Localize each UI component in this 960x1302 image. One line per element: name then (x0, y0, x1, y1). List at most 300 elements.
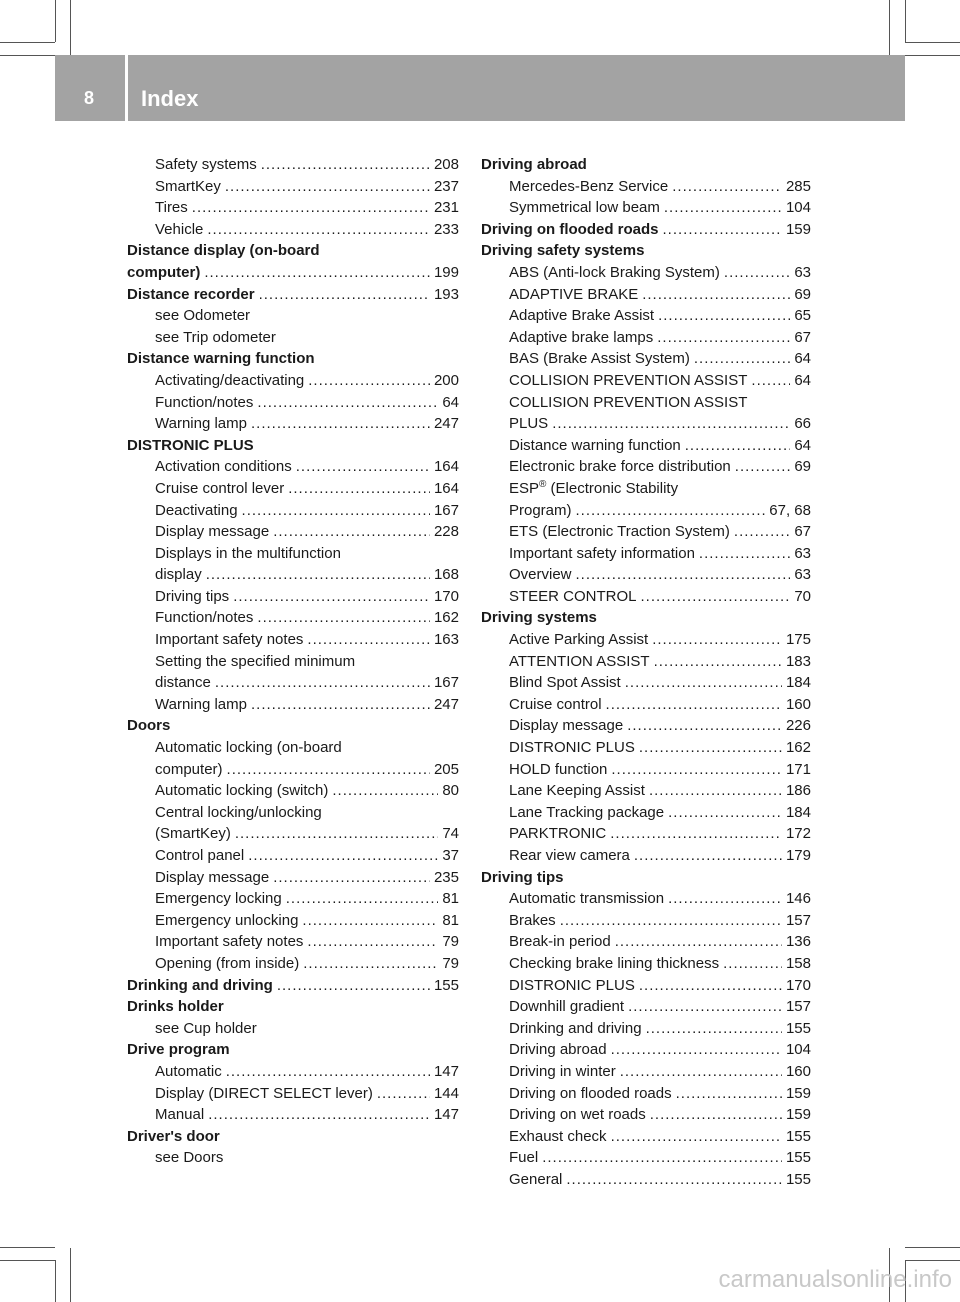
index-entry (481, 413, 811, 435)
leader-dots (724, 262, 790, 284)
index-entry-label: distance (155, 674, 211, 692)
leader-dots (628, 996, 782, 1018)
index-entry-label: Exhaust check (509, 1127, 607, 1145)
index-entry (127, 284, 459, 306)
index-entry-label: Automatic locking (switch) (155, 782, 329, 800)
index-entry-page: 104 (785, 199, 811, 217)
index-entry-label: Doors (127, 717, 171, 735)
index-entry-page: 184 (785, 803, 811, 821)
leader-dots (273, 867, 430, 889)
index-entry-page: 81 (442, 890, 459, 908)
index-entry-label: Display message (155, 868, 270, 886)
leader-dots (273, 521, 430, 543)
index-entry-page: 159 (785, 220, 811, 238)
index-entry-page: 160 (785, 695, 811, 713)
index-entry-page: 183 (785, 652, 811, 670)
index-entry-label: STEER CONTROL (509, 587, 637, 605)
index-entry (127, 629, 459, 651)
index-entry (127, 888, 459, 910)
index-entry (127, 564, 459, 586)
crop-mark (905, 55, 960, 56)
index-entry-label: PARKTRONIC (509, 825, 607, 843)
index-entry-label: Lane Keeping Assist (509, 782, 645, 800)
leader-dots (658, 305, 790, 327)
index-entry-label: ESP® (Electronic Stability (509, 478, 679, 497)
leader-dots (257, 392, 438, 414)
index-entry-label: Vehicle (155, 220, 204, 238)
index-entry-page: 155 (433, 976, 459, 994)
index-entry (127, 1018, 459, 1040)
index-entry (481, 305, 811, 327)
index-entry (481, 953, 811, 975)
index-entry-label: Driving safety systems (481, 242, 645, 260)
index-entry (481, 197, 811, 219)
index-entry (481, 845, 811, 867)
index-entry (127, 240, 459, 262)
index-entry-label: Distance display (on-board (127, 242, 320, 260)
leader-dots (242, 500, 430, 522)
index-entry-page: 74 (442, 825, 459, 843)
index-entry (127, 802, 459, 824)
index-entry-label: Important safety notes (155, 631, 304, 649)
crop-mark (55, 0, 56, 42)
index-entry-label: Central locking/unlocking (155, 803, 322, 821)
index-entry-page: 64 (794, 436, 811, 454)
index-entry-page: 186 (785, 782, 811, 800)
index-entry (481, 370, 811, 392)
index-entry-page: 164 (433, 479, 459, 497)
leader-dots (288, 478, 430, 500)
index-entry (481, 392, 811, 414)
index-entry-label: Warning lamp (155, 415, 247, 433)
leader-dots (576, 500, 766, 522)
index-entry (127, 543, 459, 565)
leader-dots (248, 845, 438, 867)
index-entry (481, 543, 811, 565)
crop-mark (70, 0, 71, 55)
index-entry (481, 694, 811, 716)
leader-dots (225, 176, 430, 198)
index-entry (481, 348, 811, 370)
index-entry-page: 235 (433, 868, 459, 886)
index-entry (481, 500, 811, 522)
index-entry-label: Brakes (509, 911, 556, 929)
index-entry (127, 715, 459, 737)
index-entry (481, 867, 811, 889)
index-entry-label: General (509, 1170, 563, 1188)
index-entry-label: Manual (155, 1106, 205, 1124)
crop-mark (0, 1247, 55, 1248)
index-entry-page: 79 (442, 933, 459, 951)
index-entry (127, 1147, 459, 1169)
index-entry-label: Drinks holder (127, 998, 224, 1016)
index-entry (481, 154, 811, 176)
index-entry-page: 79 (442, 954, 459, 972)
leader-dots (233, 586, 430, 608)
index-entry-label: DISTRONIC PLUS (127, 436, 254, 454)
section-title: Index (141, 86, 199, 111)
index-entry (481, 715, 811, 737)
index-entry-page: 200 (433, 371, 459, 389)
index-entry-label: Safety systems (155, 156, 257, 173)
index-entry-page: 67 (794, 523, 811, 541)
leader-dots (277, 975, 430, 997)
index-entry (127, 586, 459, 608)
index-entry-page: 65 (794, 307, 811, 325)
index-entry (127, 1126, 459, 1148)
index-entry-page: 104 (785, 1041, 811, 1059)
index-entry-label: see Doors (155, 1149, 224, 1167)
index-entry-page: 247 (433, 415, 459, 433)
index-entry-label: see Odometer (155, 307, 251, 325)
index-entry-page: 37 (442, 847, 459, 864)
index-entry-page: 67, 68 (769, 501, 811, 519)
index-entry-page: 157 (785, 998, 811, 1016)
index-entry (127, 1039, 459, 1061)
index-entry-label: Overview (509, 566, 572, 584)
index-entry-label: BAS (Brake Assist System) (509, 350, 690, 368)
index-entry-label: COLLISION PREVENTION ASSIST (509, 371, 748, 389)
index-entry (481, 240, 811, 262)
index-entry-label: Program) (509, 501, 572, 519)
leader-dots (634, 845, 782, 867)
crop-mark (0, 1260, 55, 1261)
index-entry-page: 147 (433, 1106, 459, 1124)
index-entry-page: 69 (794, 458, 811, 476)
leader-dots (627, 715, 782, 737)
leader-dots (560, 910, 782, 932)
index-entry (481, 478, 811, 500)
crop-mark (905, 0, 906, 42)
index-entry-label: Automatic locking (on-board (155, 739, 342, 757)
leader-dots (206, 564, 430, 586)
leader-dots (307, 931, 438, 953)
index-entry-label: Display (DIRECT SELECT lever) (155, 1084, 373, 1102)
leader-dots (308, 370, 430, 392)
index-entry-label: Display message (509, 717, 624, 735)
leader-dots (259, 284, 430, 306)
index-entry-page: 155 (785, 1149, 811, 1167)
index-entry (127, 478, 459, 500)
index-entry-label: Displays in the multifunction (155, 544, 341, 562)
index-entry-label: ADAPTIVE BRAKE (509, 285, 639, 303)
leader-dots (615, 931, 782, 953)
index-entry-page: 155 (785, 1019, 811, 1037)
index-entry (481, 910, 811, 932)
index-entry-label: Automatic (155, 1062, 222, 1080)
index-entry (481, 931, 811, 953)
leader-dots (672, 176, 782, 198)
index-entry-label: Drinking and driving (509, 1019, 642, 1037)
leader-dots (542, 1147, 782, 1169)
leader-dots (576, 564, 791, 586)
crop-mark (70, 1248, 71, 1302)
index-entry-label: Driving tips (481, 868, 564, 886)
index-entry-label: Driving in winter (509, 1062, 616, 1080)
index-entry-page: 159 (785, 1106, 811, 1124)
index-entry (127, 845, 459, 867)
index-entry-page: 164 (433, 458, 459, 476)
leader-dots (694, 348, 790, 370)
index-entry-page: 233 (433, 220, 459, 238)
index-entry (127, 413, 459, 435)
index-entry-label: Driving on flooded roads (481, 220, 659, 238)
index-entry (481, 651, 811, 673)
index-entry-label: Driving on wet roads (509, 1106, 646, 1124)
index-entry (481, 629, 811, 651)
index-entry (481, 975, 811, 997)
index-entry-label: Symmetrical low beam (509, 199, 660, 217)
leader-dots (251, 694, 430, 716)
leader-dots (332, 780, 438, 802)
leader-dots (207, 219, 430, 241)
index-entry (481, 1061, 811, 1083)
index-entry-label: HOLD function (509, 760, 608, 778)
leader-dots (685, 435, 791, 457)
index-entry-label: see Trip odometer (155, 328, 276, 346)
leader-dots (227, 759, 430, 781)
leader-dots (611, 1126, 782, 1148)
index-entry (127, 694, 459, 716)
index-entry-page: 162 (433, 609, 459, 627)
watermark: carmanualsonline.info (718, 1266, 952, 1293)
index-entry-label: Active Parking Assist (509, 631, 649, 649)
index-entry-page: 184 (785, 674, 811, 692)
index-entry-label: Electronic brake force distribution (509, 458, 731, 476)
index-entry-page: 171 (785, 760, 811, 778)
index-entry-label: Setting the specified minimum (155, 652, 356, 670)
index-entry (481, 586, 811, 608)
leader-dots (650, 1104, 782, 1126)
crop-mark (0, 42, 55, 43)
index-entry-page: 159 (785, 1084, 811, 1102)
index-entry (127, 651, 459, 673)
index-entry-label: Drinking and driving (127, 976, 273, 994)
index-entry-page: 63 (794, 566, 811, 584)
index-entry-label: Distance recorder (127, 285, 255, 303)
index-entry-page: 163 (433, 631, 459, 649)
index-entry (481, 1018, 811, 1040)
index-entry-page: 70 (794, 587, 811, 605)
index-entry-label: Distance warning function (127, 350, 315, 368)
index-entry (127, 607, 459, 629)
index-entry (481, 521, 811, 543)
index-entry (481, 737, 811, 759)
index-entry (127, 910, 459, 932)
leader-dots (641, 586, 791, 608)
index-entry-label: Activating/deactivating (155, 371, 305, 389)
leader-dots (676, 1083, 782, 1105)
index-column-left (127, 154, 459, 1169)
leader-dots (642, 284, 790, 306)
leader-dots (734, 521, 790, 543)
index-entry-label: Break-in period (509, 933, 611, 951)
leader-dots (552, 413, 790, 435)
index-entry-page: 157 (785, 911, 811, 929)
index-entry-page: 170 (433, 587, 459, 605)
leader-dots (303, 953, 438, 975)
page-number: 8 (84, 88, 95, 108)
index-entry (481, 888, 811, 910)
index-entry-page: 175 (785, 631, 811, 649)
index-entry-page: 67 (794, 328, 811, 346)
index-entry-label: Function/notes (155, 393, 254, 411)
index-entry-page: 228 (433, 523, 459, 541)
index-entry-page: 63 (794, 544, 811, 562)
index-entry (481, 672, 811, 694)
index-entry-label: Rear view camera (509, 847, 630, 864)
index-entry-page: 172 (785, 825, 811, 843)
index-entry (127, 197, 459, 219)
index-entry-label: computer) (155, 760, 223, 778)
index-entry-label: PLUS (509, 415, 549, 433)
index-entry (127, 737, 459, 759)
index-entry (127, 975, 459, 997)
index-entry-page: 285 (785, 177, 811, 195)
index-entry-page: 81 (442, 911, 459, 929)
index-entry-label: SmartKey (155, 177, 221, 195)
index-entry-label: Adaptive Brake Assist (509, 307, 655, 325)
index-entry (481, 456, 811, 478)
leader-dots (639, 737, 782, 759)
index-entry (127, 823, 459, 845)
index-entry-page: 158 (785, 954, 811, 972)
index-entry-label: Fuel (509, 1149, 539, 1167)
index-entry-label: Lane Tracking package (509, 803, 665, 821)
index-entry-label: Emergency unlocking (155, 911, 299, 929)
index-entry-label: Important safety notes (155, 933, 304, 951)
index-entry-page: 226 (785, 717, 811, 735)
leader-dots (235, 823, 438, 845)
leader-dots (204, 262, 430, 284)
index-entry (481, 219, 811, 241)
index-entry-page: 205 (433, 760, 459, 778)
leader-dots (286, 888, 439, 910)
index-entry (481, 1147, 811, 1169)
index-entry (127, 219, 459, 241)
index-entry (481, 435, 811, 457)
index-entry (481, 176, 811, 198)
leader-dots (646, 1018, 782, 1040)
leader-dots (620, 1061, 782, 1083)
index-entry (481, 564, 811, 586)
leader-dots (654, 651, 782, 673)
index-entry-label: computer) (127, 263, 201, 281)
index-entry (127, 305, 459, 327)
index-entry (127, 1083, 459, 1105)
index-entry-page: 237 (433, 177, 459, 195)
index-entry-page: 168 (433, 566, 459, 584)
index-entry-label: display (155, 566, 202, 584)
index-entry (127, 348, 459, 370)
index-entry-label: Warning lamp (155, 695, 247, 713)
index-entry (481, 759, 811, 781)
index-entry-label: ABS (Anti-lock Braking System) (509, 263, 720, 281)
leader-dots (751, 370, 790, 392)
index-entry (127, 262, 459, 284)
index-entry-label: Driving systems (481, 609, 597, 627)
index-entry (127, 435, 459, 457)
leader-dots (657, 327, 790, 349)
index-entry-label: Downhill gradient (509, 998, 625, 1016)
index-entry-label: Activation conditions (155, 458, 292, 476)
index-entry-label: Cruise control (509, 695, 602, 713)
leader-dots (663, 219, 782, 241)
index-entry (481, 284, 811, 306)
index-entry-page: 167 (433, 501, 459, 519)
index-entry-page: 64 (794, 350, 811, 368)
index-entry-page: 144 (433, 1084, 459, 1102)
header-divider (125, 55, 128, 121)
leader-dots (699, 543, 790, 565)
index-entry-page: 64 (794, 371, 811, 389)
index-entry (481, 607, 811, 629)
index-entry-page: 64 (442, 393, 459, 411)
leader-dots (610, 823, 782, 845)
crop-mark (889, 0, 890, 55)
crop-mark (905, 1260, 960, 1261)
index-entry (127, 521, 459, 543)
leader-dots (566, 1169, 782, 1191)
crop-mark (0, 55, 55, 56)
index-entry (127, 1104, 459, 1126)
index-entry (481, 1126, 811, 1148)
leader-dots (226, 1061, 430, 1083)
index-entry-page: 199 (433, 263, 459, 281)
index-entry-label: Cruise control lever (155, 479, 285, 497)
index-entry-page: 155 (785, 1170, 811, 1188)
leader-dots (668, 802, 782, 824)
crop-mark (55, 1260, 56, 1302)
index-entry (481, 996, 811, 1018)
index-entry-label: DISTRONIC PLUS (509, 976, 635, 994)
index-entry-label: Adaptive brake lamps (509, 328, 654, 346)
index-entry-label: Display message (155, 523, 270, 541)
index-entry-page: 170 (785, 976, 811, 994)
leader-dots (251, 413, 430, 435)
index-entry (481, 802, 811, 824)
index-entry-label: Emergency locking (155, 890, 282, 908)
index-entry-page: 63 (794, 263, 811, 281)
index-entry-label: Opening (from inside) (155, 954, 300, 972)
index-entry-label: Driving abroad (509, 1041, 607, 1059)
leader-dots (639, 975, 782, 997)
index-entry (481, 823, 811, 845)
leader-dots (735, 456, 791, 478)
index-entry (127, 672, 459, 694)
leader-dots (261, 154, 430, 176)
index-entry-page: 147 (433, 1062, 459, 1080)
index-entry (127, 370, 459, 392)
index-entry-label: ETS (Electronic Traction System) (509, 523, 730, 541)
index-entry-page: 136 (785, 933, 811, 951)
index-entry-label: Checking brake lining thickness (509, 954, 720, 972)
index-entry (127, 759, 459, 781)
index-entry (481, 1083, 811, 1105)
index-entry (127, 931, 459, 953)
index-entry (127, 953, 459, 975)
leader-dots (192, 197, 430, 219)
index-entry-label: Mercedes-Benz Service (509, 177, 669, 195)
index-entry-label: DISTRONIC PLUS (509, 739, 635, 757)
index-entry-page: 80 (442, 782, 459, 800)
index-entry (481, 1039, 811, 1061)
index-entry (127, 456, 459, 478)
index-entry-label: Driving abroad (481, 156, 587, 173)
index-entry-label: Blind Spot Assist (509, 674, 621, 692)
index-entry (481, 1104, 811, 1126)
leader-dots (208, 1104, 430, 1126)
